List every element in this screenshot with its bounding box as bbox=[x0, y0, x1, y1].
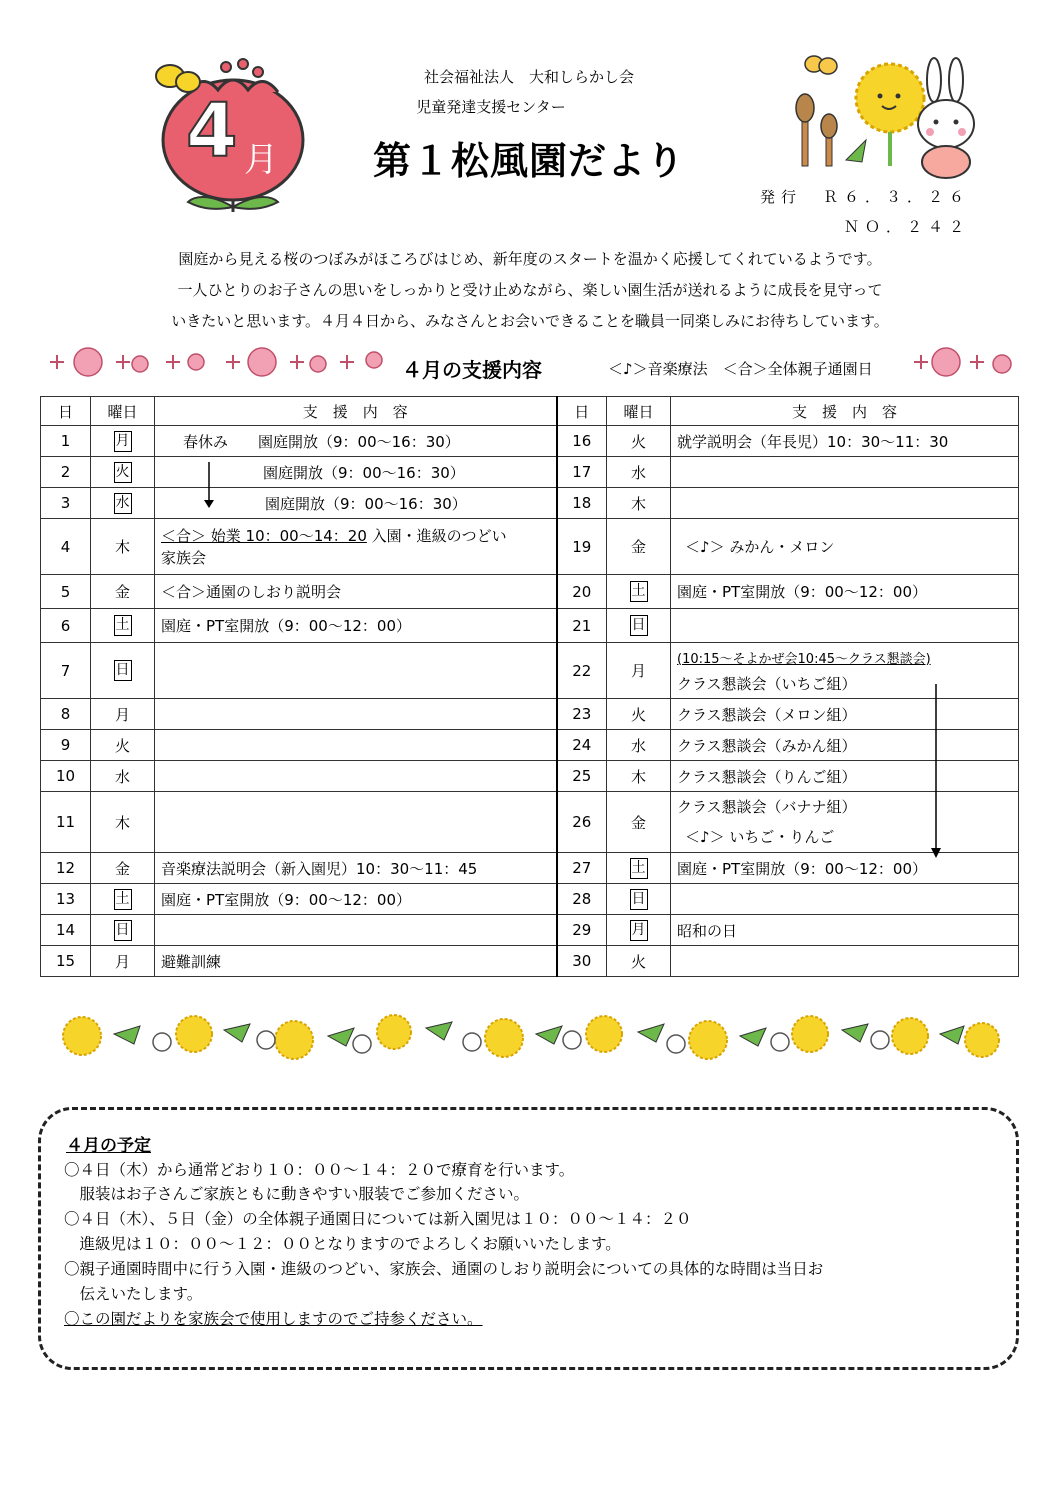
weekday-cell: 木 bbox=[91, 519, 155, 575]
weekday-cell: 火 bbox=[607, 699, 671, 730]
month-kanji: 月 bbox=[244, 140, 278, 180]
content-cell: 園庭・PT室開放（9：00～12：00） bbox=[671, 853, 1019, 884]
schedule-line: 〇この園だよりを家族会で使用しますのでご持参ください。 bbox=[64, 1310, 483, 1328]
weekday-cell: 水 bbox=[91, 761, 155, 792]
day-cell: 15 bbox=[41, 946, 91, 977]
weekday-cell: 金 bbox=[607, 519, 671, 575]
weekday-cell: 木 bbox=[607, 488, 671, 519]
table-row bbox=[41, 488, 1019, 519]
day-cell: 29 bbox=[557, 915, 607, 946]
table-row bbox=[41, 946, 1019, 977]
day-cell: 28 bbox=[557, 884, 607, 915]
center-name: 児童発達支援センター bbox=[416, 98, 566, 116]
down-arrow-icon bbox=[202, 462, 216, 510]
day-cell: 21 bbox=[557, 609, 607, 643]
weekday-cell bbox=[91, 488, 155, 519]
day-cell: 13 bbox=[41, 884, 91, 915]
weekday-cell bbox=[91, 884, 155, 915]
content-cell: 就学説明会（年長児）10：30～11：30 bbox=[671, 426, 1019, 457]
day-cell: 18 bbox=[557, 488, 607, 519]
content-cell bbox=[671, 457, 1019, 488]
weekday-boxed: 日 bbox=[630, 615, 648, 636]
schedule-line: 〇４日（木）から通常どおり１０：００～１４：２０で療育を行います。 bbox=[64, 1161, 575, 1179]
content-cell: 春休み 園庭開放（9：00～16：30） bbox=[155, 426, 557, 457]
table-row bbox=[41, 792, 1019, 853]
day-cell: 14 bbox=[41, 915, 91, 946]
schedule-line: 服装はお子さんご家族ともに動きやすい服装でご参加ください。 bbox=[64, 1185, 530, 1203]
day-cell: 17 bbox=[557, 457, 607, 488]
day-cell: 24 bbox=[557, 730, 607, 761]
content-cell: 園庭開放（9：00～16：30） bbox=[155, 457, 557, 488]
content-cell bbox=[155, 915, 557, 946]
dandelion-icon bbox=[856, 64, 924, 166]
day-cell: 8 bbox=[41, 699, 91, 730]
horsetail-icon bbox=[796, 94, 837, 166]
day-cell: 23 bbox=[557, 699, 607, 730]
schedule-line: 伝えいたします。 bbox=[64, 1285, 203, 1303]
content-cell bbox=[155, 792, 557, 853]
content-cell: ＜♪＞ みかん・メロン bbox=[671, 519, 1019, 575]
weekday-cell bbox=[607, 609, 671, 643]
content-cell bbox=[671, 792, 1019, 853]
table-row bbox=[41, 699, 1019, 730]
sakura-border-right bbox=[906, 344, 1016, 380]
header-weekday: 曜日 bbox=[607, 397, 671, 426]
day-cell: 25 bbox=[557, 761, 607, 792]
weekday-cell: 木 bbox=[91, 792, 155, 853]
content-cell bbox=[671, 884, 1019, 915]
content-cell: 音楽療法説明会（新入園児）10：30～11：45 bbox=[155, 853, 557, 884]
weekday-cell bbox=[91, 609, 155, 643]
schedule-line: 〇親子通園時間中に行う入園・進級のつどい、家族会、通園のしおり説明会についての具体的な時間は当日お bbox=[64, 1260, 824, 1278]
weekday-cell bbox=[91, 457, 155, 488]
day-cell: 27 bbox=[557, 853, 607, 884]
bunny-dandelion-illustration bbox=[786, 50, 982, 182]
day-cell: 30 bbox=[557, 946, 607, 977]
table-row bbox=[41, 884, 1019, 915]
day-cell: 19 bbox=[557, 519, 607, 575]
table-row bbox=[41, 730, 1019, 761]
class-meeting-label: クラス懇談会（いちご組） bbox=[677, 674, 857, 693]
content-cell bbox=[155, 730, 557, 761]
table-row bbox=[41, 575, 1019, 609]
weekday-boxed: 土 bbox=[114, 615, 132, 636]
weekday-boxed: 土 bbox=[630, 581, 648, 602]
butterfly-icon bbox=[805, 56, 837, 74]
day-cell: 7 bbox=[41, 643, 91, 699]
sakura-border-left bbox=[40, 344, 390, 380]
issue-date: 発行 Ｒ６．３．２６ bbox=[759, 188, 970, 206]
ceremony-label: 入園・進級のつどい bbox=[371, 526, 507, 545]
schedule-line: 進級児は１０：００～１２：００となりますのでよろしくお願いいたします。 bbox=[64, 1235, 621, 1253]
table-header-row bbox=[41, 397, 1019, 426]
weekday-cell bbox=[91, 643, 155, 699]
content-cell: 昭和の日 bbox=[671, 915, 1019, 946]
weekday-boxed: 土 bbox=[630, 858, 648, 879]
table-row bbox=[41, 761, 1019, 792]
table-row bbox=[41, 519, 1019, 575]
april-schedule-title: ４月の予定 bbox=[66, 1136, 151, 1156]
intro-paragraph bbox=[60, 244, 1000, 337]
header-day: 日 bbox=[557, 397, 607, 426]
weekday-boxed: 土 bbox=[114, 889, 132, 910]
org-name: 社会福祉法人 大和しらかし会 bbox=[423, 68, 634, 86]
meeting-time-note: (10:15～そよかぜ会10:45～クラス懇談会) bbox=[677, 651, 931, 667]
weekday-cell: 月 bbox=[607, 643, 671, 699]
content-cell bbox=[671, 946, 1019, 977]
schedule-line: 〇４日（木）、５日（金）の全体親子通園日については新入園児は１０：００～１４：２０ bbox=[64, 1210, 692, 1228]
weekday-cell bbox=[91, 915, 155, 946]
day-cell: 6 bbox=[41, 609, 91, 643]
weekday-cell: 火 bbox=[607, 946, 671, 977]
weekday-cell: 金 bbox=[91, 575, 155, 609]
schedule-table bbox=[40, 396, 1019, 977]
weekday-cell: 月 bbox=[91, 946, 155, 977]
weekday-cell: 月 bbox=[91, 699, 155, 730]
content-cell: 園庭・PT室開放（9：00～12：00） bbox=[155, 884, 557, 915]
weekday-cell: 火 bbox=[91, 730, 155, 761]
day-cell: 9 bbox=[41, 730, 91, 761]
family-meeting-label: 家族会 bbox=[161, 548, 207, 567]
weekday-cell bbox=[607, 884, 671, 915]
down-arrow-icon bbox=[929, 684, 943, 860]
content-cell bbox=[671, 609, 1019, 643]
opening-time: ＜合＞ 始業 10：00～14：20 bbox=[161, 526, 367, 545]
content-cell: 園庭開放（9：00～16：30） bbox=[155, 488, 557, 519]
weekday-boxed: 日 bbox=[114, 920, 132, 941]
content-cell: クラス懇談会（みかん組） bbox=[671, 730, 1019, 761]
table-row bbox=[41, 853, 1019, 884]
header-content: 支 援 内 容 bbox=[155, 397, 557, 426]
content-cell: クラス懇談会（メロン組） bbox=[671, 699, 1019, 730]
content-cell bbox=[671, 488, 1019, 519]
weekday-cell: 水 bbox=[607, 730, 671, 761]
table-row bbox=[41, 609, 1019, 643]
weekday-cell: 水 bbox=[607, 457, 671, 488]
weekday-cell: 火 bbox=[607, 426, 671, 457]
day-cell: 16 bbox=[557, 426, 607, 457]
weekday-cell bbox=[607, 853, 671, 884]
day-cell: 10 bbox=[41, 761, 91, 792]
content-cell: 避難訓練 bbox=[155, 946, 557, 977]
intro-line: いきたいと思います。４月４日から、みなさんとお会いできることを職員一同楽しみにお待ちしています。 bbox=[171, 312, 889, 330]
weekday-cell bbox=[91, 426, 155, 457]
bunny-icon bbox=[918, 58, 974, 178]
weekday-boxed: 月 bbox=[114, 431, 132, 452]
intro-line: 一人ひとりのお子さんの思いをしっかりと受け止めながら、楽しい園生活が送れるように成長を見守って bbox=[177, 281, 883, 299]
content-cell bbox=[155, 643, 557, 699]
content-cell: 園庭・PT室開放（9：00～12：00） bbox=[155, 609, 557, 643]
content-cell: 園庭・PT室開放（9：00～12：00） bbox=[671, 575, 1019, 609]
weekday-cell: 金 bbox=[607, 792, 671, 853]
header-day: 日 bbox=[41, 397, 91, 426]
weekday-boxed: 日 bbox=[114, 660, 132, 681]
day-cell: 3 bbox=[41, 488, 91, 519]
weekday-boxed: 日 bbox=[630, 889, 648, 910]
content-cell bbox=[671, 643, 1019, 699]
day-cell: 2 bbox=[41, 457, 91, 488]
day-cell: 1 bbox=[41, 426, 91, 457]
header-weekday: 曜日 bbox=[91, 397, 155, 426]
section-legend: ＜♪＞音楽療法 ＜合＞全体親子通園日 bbox=[608, 360, 873, 378]
weekday-cell: 金 bbox=[91, 853, 155, 884]
newsletter-title: 第１松風園だより bbox=[372, 139, 685, 183]
weekday-cell: 木 bbox=[607, 761, 671, 792]
header-content: 支 援 内 容 bbox=[671, 397, 1019, 426]
weekday-boxed: 水 bbox=[114, 493, 132, 514]
content-cell: クラス懇談会（りんご組） bbox=[671, 761, 1019, 792]
music-therapy-label: ＜♪＞ いちご・りんご bbox=[685, 828, 835, 846]
day-cell: 22 bbox=[557, 643, 607, 699]
content-cell: ＜合＞通園のしおり説明会 bbox=[155, 575, 557, 609]
day-cell: 4 bbox=[41, 519, 91, 575]
section-title: ４月の支援内容 bbox=[402, 358, 542, 382]
table-row bbox=[41, 915, 1019, 946]
weekday-cell bbox=[607, 915, 671, 946]
day-cell: 5 bbox=[41, 575, 91, 609]
day-cell: 11 bbox=[41, 792, 91, 853]
class-meeting-label: クラス懇談会（バナナ組） bbox=[677, 798, 857, 816]
weekday-boxed: 火 bbox=[114, 462, 132, 483]
issue-number: ＮＯ．２４２ bbox=[843, 218, 970, 236]
month-number: 4 bbox=[186, 88, 238, 174]
day-cell: 26 bbox=[557, 792, 607, 853]
content-cell bbox=[155, 519, 557, 575]
table-row bbox=[41, 457, 1019, 488]
table-row bbox=[41, 643, 1019, 699]
intro-line: 園庭から見える桜のつぼみがほころびはじめ、新年度のスタートを温かく応援してくれているようです。 bbox=[178, 250, 882, 268]
day-cell: 12 bbox=[41, 853, 91, 884]
table-row bbox=[41, 426, 1019, 457]
weekday-cell bbox=[607, 575, 671, 609]
dandelion-border bbox=[44, 1012, 1014, 1066]
content-cell bbox=[155, 699, 557, 730]
content-cell bbox=[155, 761, 557, 792]
weekday-boxed: 月 bbox=[630, 920, 648, 941]
day-cell: 20 bbox=[557, 575, 607, 609]
